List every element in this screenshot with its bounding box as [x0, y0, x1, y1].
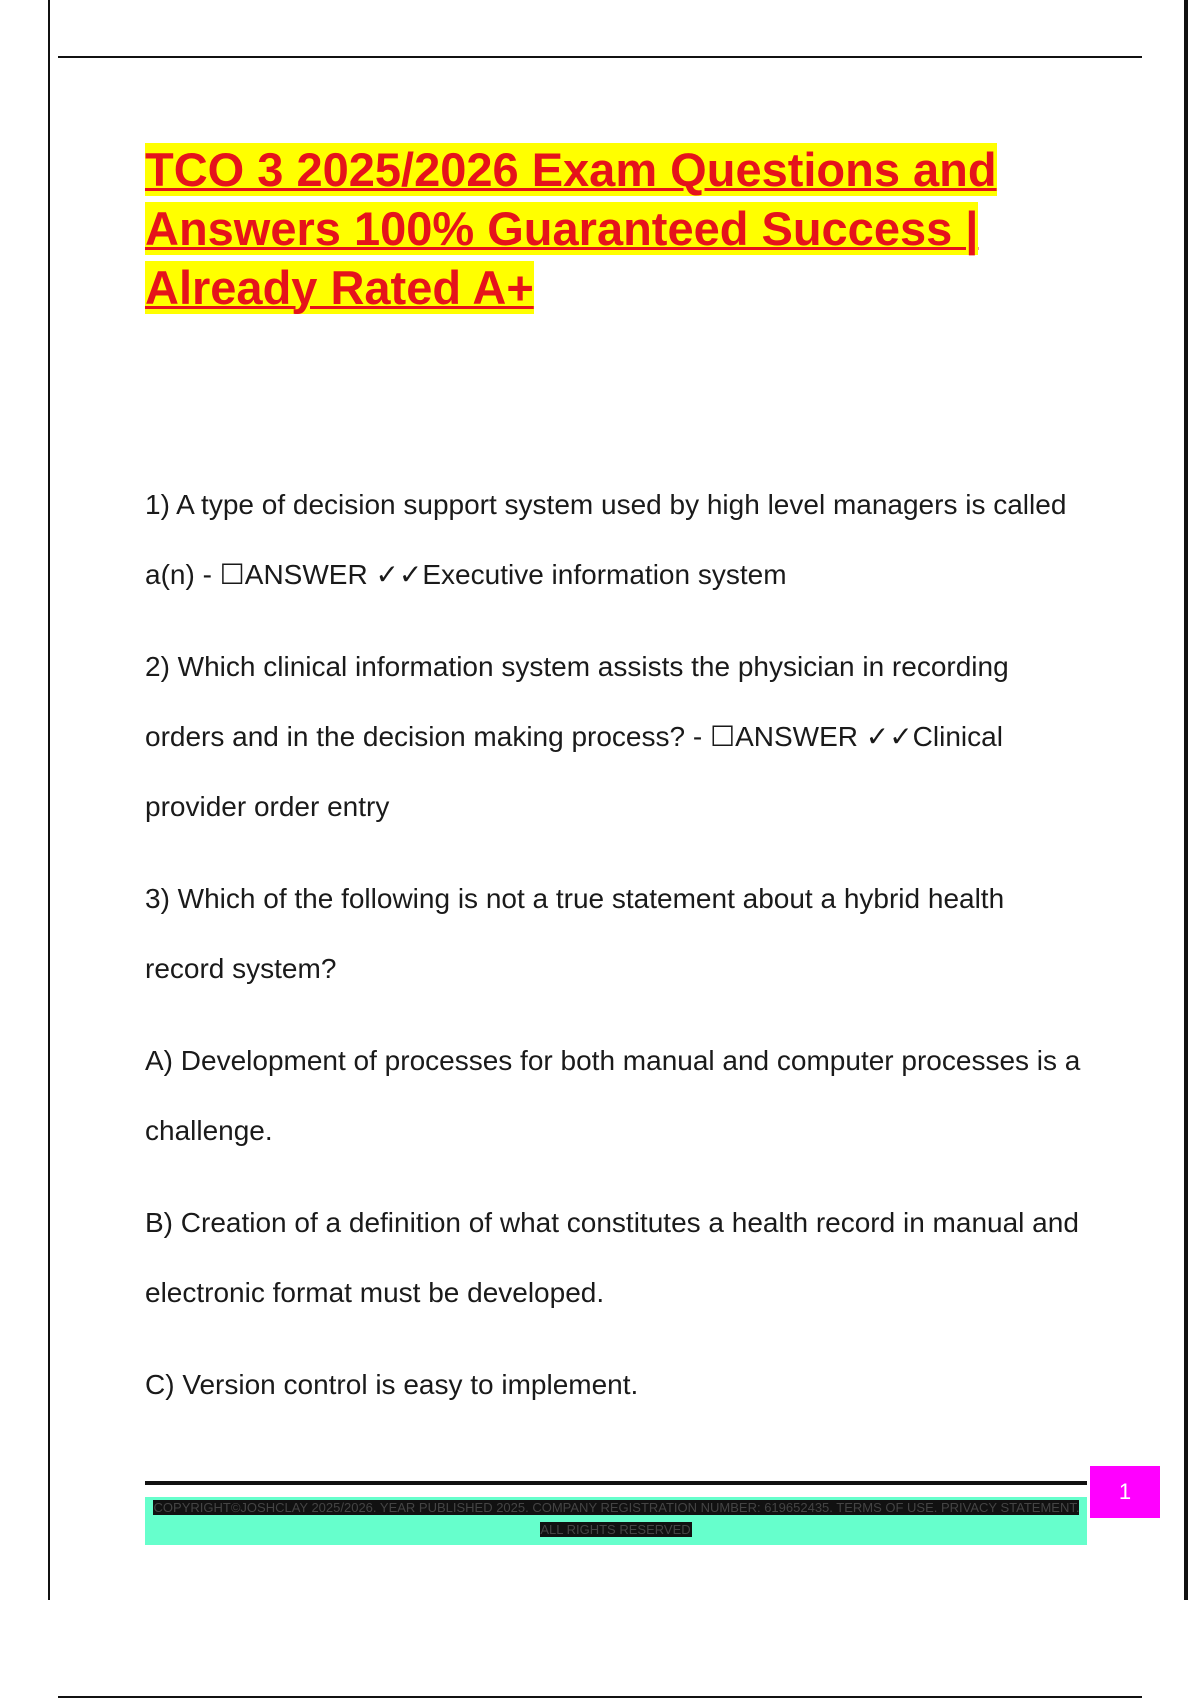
page-bottom-rule	[58, 1696, 1142, 1698]
title-line: Already Rated A+	[145, 261, 534, 314]
question-2	[145, 632, 1095, 842]
title-line: TCO 3 2025/2026 Exam Questions and	[145, 143, 997, 196]
option-line: challenge.	[145, 1115, 273, 1146]
question-line: record system?	[145, 953, 337, 984]
answer-line: a(n) - ☐ANSWER ✓✓Executive information system	[145, 559, 787, 590]
question-1	[145, 470, 1095, 610]
option-b	[145, 1188, 1095, 1328]
document-title	[145, 140, 1045, 317]
page-number-badge: 1	[1090, 1466, 1160, 1518]
answer-line: provider order entry	[145, 791, 390, 822]
option-line: C) Version control is easy to implement.	[145, 1369, 639, 1400]
page-border-left	[48, 0, 50, 1600]
question-line: 1) A type of decision support system used by high level managers is called	[145, 489, 1067, 520]
question-line: 2) Which clinical information system assists the physician in recording	[145, 651, 1009, 682]
option-line: A) Development of processes for both manual and computer processes is a	[145, 1045, 1081, 1076]
option-c	[145, 1350, 1095, 1420]
title-line: Answers 100% Guaranteed Success |	[145, 202, 979, 255]
header-rule	[58, 56, 1142, 58]
option-line: B) Creation of a definition of what constitutes a health record in manual and	[145, 1207, 1079, 1238]
page-border-right	[1184, 0, 1188, 1600]
footer-rule	[145, 1481, 1087, 1485]
option-line: electronic format must be developed.	[145, 1277, 605, 1308]
answer-line: orders and in the decision making process? - ☐ANSWER ✓✓Clinical	[145, 721, 1003, 752]
copyright-footer	[145, 1497, 1087, 1545]
question-3	[145, 864, 1095, 1004]
question-content	[145, 470, 1095, 1442]
question-line: 3) Which of the following is not a true statement about a hybrid health	[145, 883, 1005, 914]
copyright-text: COPYRIGHT©JOSHCLAY 2025/2026. YEAR PUBLISHED 2025. COMPANY REGISTRATION NUMBER: 619652435. TERMS OF USE. PRIVACY STATEMENT. ALL RIGHTS RESERVED	[153, 1500, 1080, 1537]
option-a	[145, 1026, 1095, 1166]
